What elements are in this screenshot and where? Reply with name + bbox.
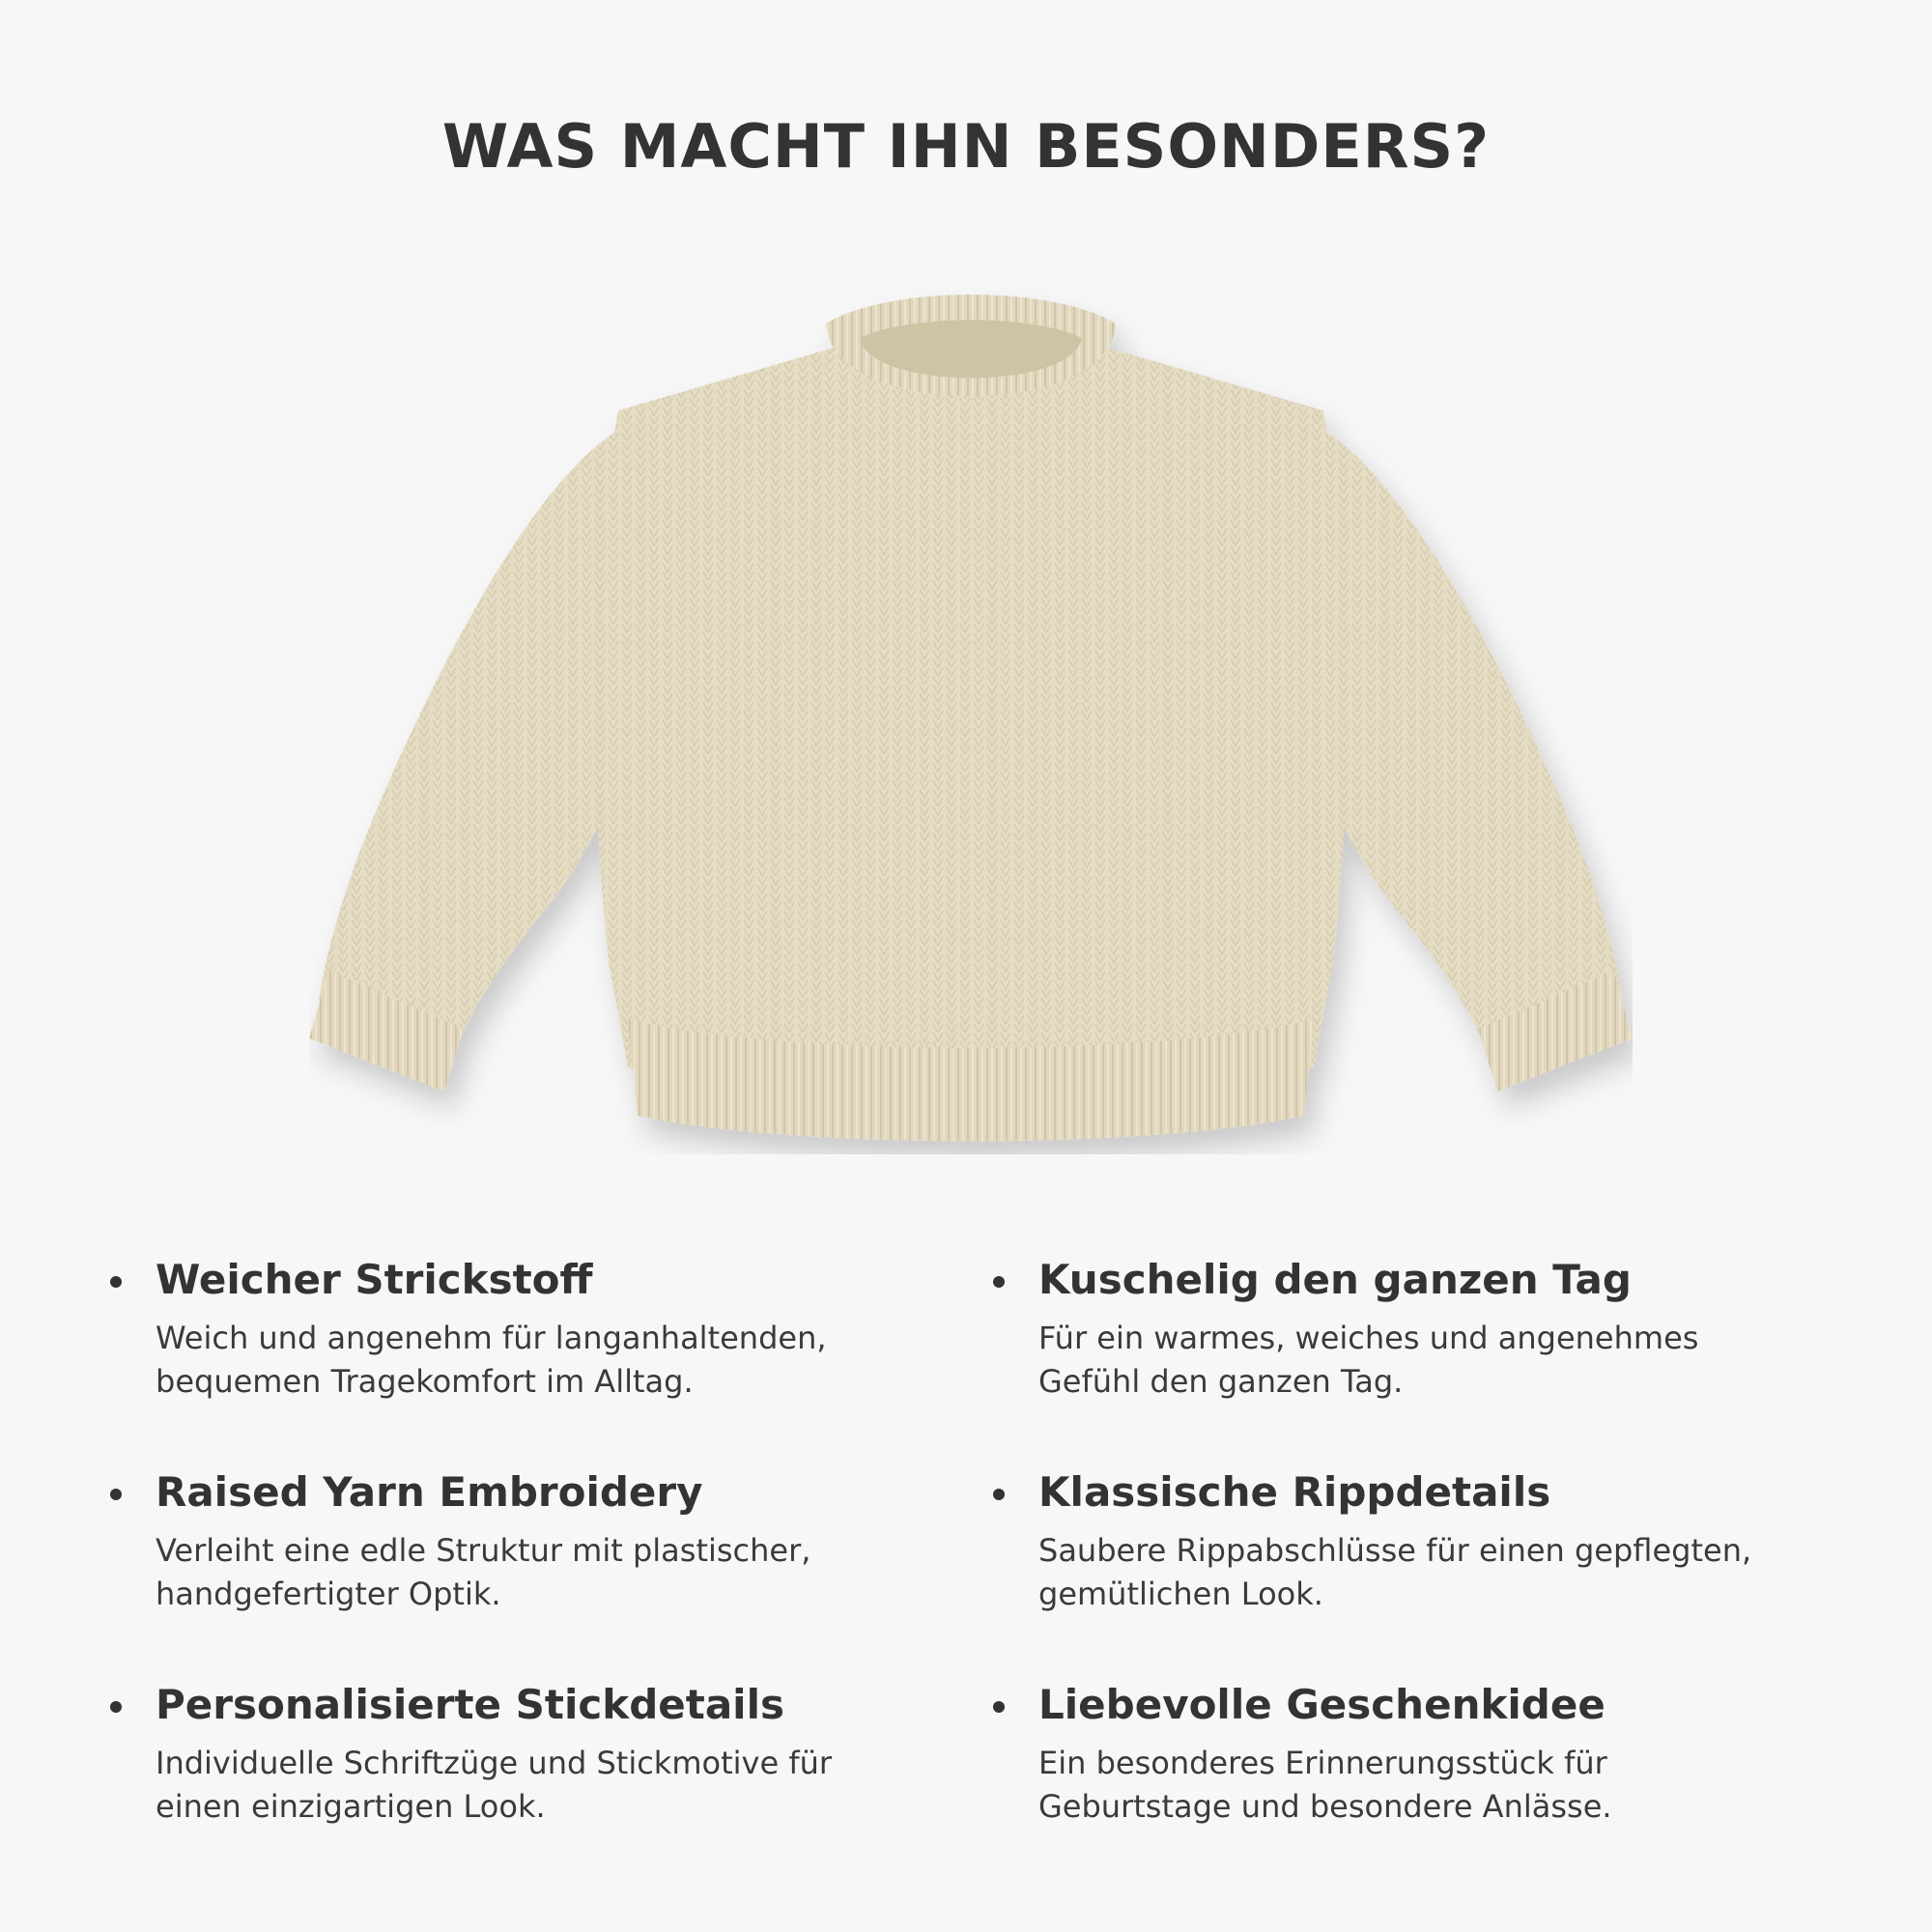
feature-description: Weich und angenehm für langanhaltenden, bequemen Tragekomfort im Alltag. (156, 1320, 827, 1400)
sweater-image (309, 285, 1633, 1154)
bullet-icon (110, 1489, 122, 1500)
feature-description: Saubere Rippabschlüsse für einen gepflegten, gemütlichen Look. (1038, 1532, 1752, 1612)
feature-description: Verleiht eine edle Struktur mit plastischer, handgefertigter Optik. (156, 1532, 811, 1612)
bullet-icon (993, 1701, 1005, 1713)
page-title: WAS MACHT IHN BESONDERS? (441, 111, 1491, 182)
feature-title: Raised Yarn Embroidery (156, 1468, 703, 1516)
feature-description: Für ein warmes, weiches und angenehmes Gefühl den ganzen Tag. (1038, 1320, 1699, 1400)
bullet-icon (993, 1489, 1005, 1500)
feature-title: Personalisierte Stickdetails (156, 1681, 784, 1728)
bullet-icon (993, 1276, 1005, 1288)
feature-description: Ein besonderes Erinnerungsstück für Geburtstage und besondere Anlässe. (1038, 1745, 1612, 1825)
bullet-icon (110, 1701, 122, 1713)
feature-description: Individuelle Schriftzüge und Stickmotive für einen einzigartigen Look. (156, 1745, 833, 1825)
bullet-icon (110, 1276, 122, 1288)
feature-title: Klassische Rippdetails (1038, 1468, 1551, 1516)
feature-title: Kuschelig den ganzen Tag (1038, 1256, 1632, 1303)
feature-title: Liebevolle Geschenkidee (1038, 1681, 1605, 1728)
feature-title: Weicher Strickstoff (156, 1256, 593, 1303)
